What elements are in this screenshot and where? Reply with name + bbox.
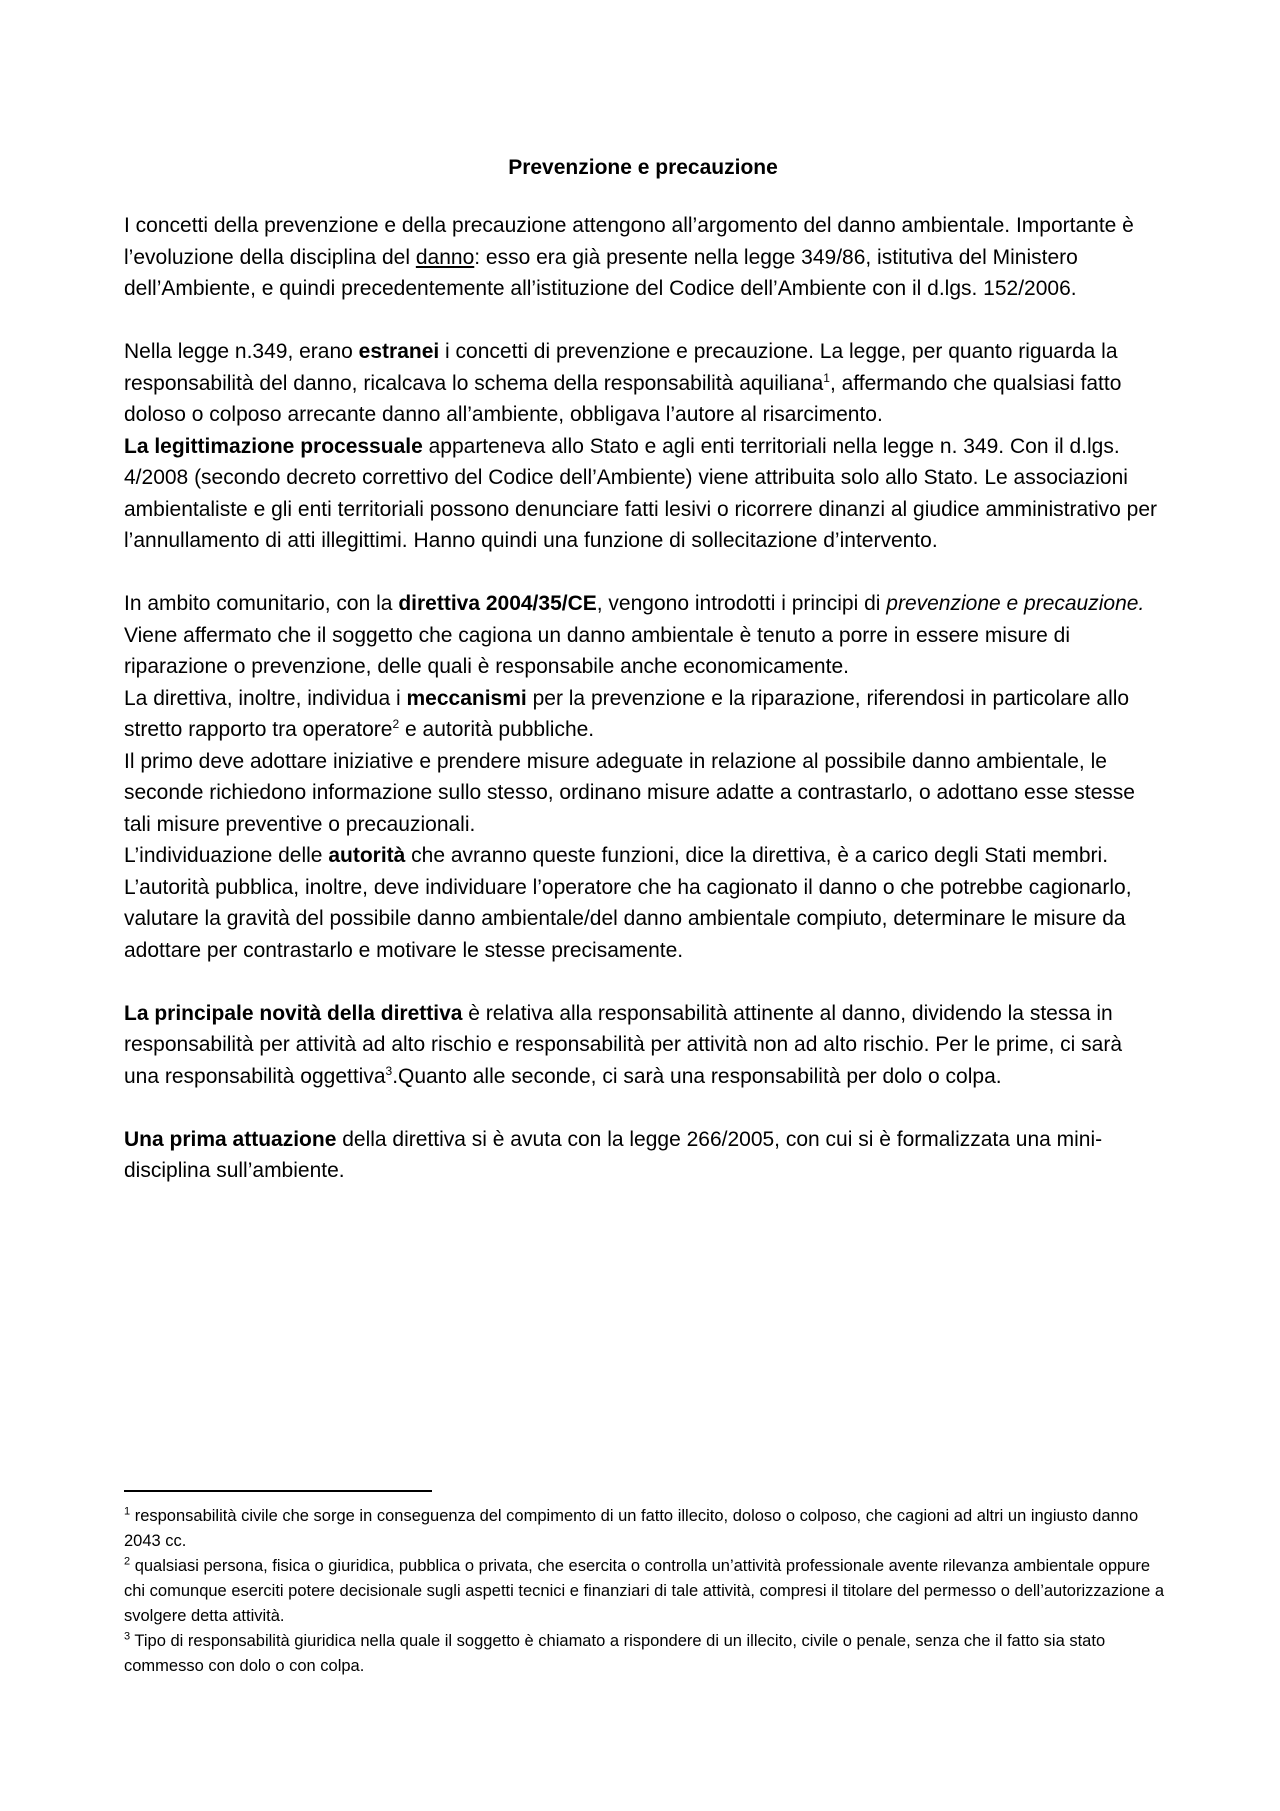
paragraph-intro — [124, 210, 1162, 305]
paragraph-primo: Il primo deve adottare iniziative e prendere misure adeguate in relazione al possibile danno ambientale, le seconde richiedono informazione sullo stesso, ordinano misure adatte a contrastarlo, o adottano esse stesse tali misure preventive o precauzionali. — [124, 749, 1135, 836]
p11-text: della direttiva si è avuta con la legge 266/2005, con cui si è formalizzata una mini-disciplina sull’ambiente. — [124, 1127, 1103, 1182]
p1-underlined-danno: danno — [415, 245, 475, 269]
footnote-ref-3: 3 — [385, 1063, 393, 1078]
p2-text-b: i concetti di prevenzione e precauzione. La legge, per quanto riguarda la responsabilità del danno, ricalcava lo schema della responsabilità aquiliana — [124, 340, 1118, 395]
p3-text: apparteneva allo Stato e agli enti territoriali nella legge n. 349. Con il d.lgs. 4/2008 (secondo decreto correttivo del Codice dell’Ambiente) viene attribuita solo allo Stato. Le associazioni ambientaliste e gli enti territoriali possono denunciare fatti lesivi o ricorrere dinanzi al giudice amministrativo per l’annullamento di atti illegittimi. Hanno quindi una funzione di sollecitazione d’intervento. — [124, 434, 1157, 552]
paragraph-soggetto: Viene affermato che il soggetto che cagiona un danno ambientale è tenuto a porre in essere misure di riparazione o prevenzione, delle quali è responsabile anche economicamente. — [124, 623, 1071, 678]
p1-text-b: : esso era già presente nella legge 349/86, istitutiva del Ministero dell’Ambiente, e quindi precedentemente all’istituzione del Codice dell’Ambiente con il d.lgs. 152/2006. — [124, 245, 1078, 300]
footnote-1-number: 1 — [124, 1505, 131, 1518]
paragraph-autorita-pubblica: L’autorità pubblica, inoltre, deve individuare l’operatore che ha cagionato il danno o che potrebbe cagionarlo, valutare la gravità del possibile danno ambientale/del danno ambientale compiuto, determinare le misure da adottare per contrastarlo e motivare le stesse precisamente. — [124, 875, 1132, 962]
footnote-2 — [124, 1554, 1169, 1629]
p8-text-b: che avranno queste funzioni, dice la direttiva, è a carico degli Stati membri. — [405, 844, 1109, 867]
paragraph-novita — [124, 998, 1162, 1093]
p10-text-a: è relativa alla responsabilità attinente al danno, dividendo la stessa in responsabilità per attività ad alto rischio e responsabilità per attività non ad alto rischio. Per le prime, ci sarà una responsabilità oggettiva — [124, 1001, 1123, 1088]
p6-text-b: per la prevenzione e la riparazione, riferendosi in particolare allo stretto rapporto tra operatore — [124, 686, 1130, 741]
p4-text-b: , vengono introdotti i principi di — [596, 592, 887, 615]
p8-bold-autorita: autorità — [328, 844, 406, 867]
footnote-separator — [124, 1490, 432, 1492]
p2-text-a: Nella legge n.349, erano — [124, 340, 359, 363]
p4-text-a: In ambito comunitario, con la — [124, 592, 399, 615]
p2-text-c: , affermando che qualsiasi fatto doloso o colposo arrecante danno all’ambiente, obbligava l’autore al risarcimento. — [124, 371, 1122, 426]
footnote-ref-1: 1 — [823, 370, 830, 385]
footnote-3-text: Tipo di responsabilità giuridica nella quale il soggetto è chiamato a rispondere di un illecito, civile o penale, senza che il fatto sia stato commesso con dolo o con colpa. — [124, 1632, 1106, 1675]
footnote-2-number: 2 — [124, 1555, 131, 1568]
p1-text-a: I concetti della prevenzione e della precauzione attengono all’argomento del danno ambientale. Importante è l’evoluzione della disciplina del — [124, 214, 1134, 269]
footnote-1-text: responsabilità civile che sorge in conseguenza del compimento di un fatto illecito, doloso o colposo, che cagioni ad altri un ingiusto danno 2043 cc. — [124, 1507, 1139, 1550]
footnote-1 — [124, 1504, 1169, 1554]
paragraph-autorita — [124, 840, 1162, 872]
footnote-2-text: qualsiasi persona, fisica o giuridica, pubblica o privata, che esercita o controlla un’attività professionale avente rilevanza ambientale oppure chi comunque eserciti potere decisionale sugli aspetti tecnici e finanziari di tale attività, compresi il titolare del permesso o dell’autorizzazione a svolgere detta attività. — [124, 1557, 1165, 1625]
p10-text-b: .Quanto alle seconde, ci sarà una responsabilità per dolo o colpa. — [392, 1064, 1002, 1088]
paragraph-legge-349 — [124, 336, 1162, 431]
paragraph-meccanismi — [124, 683, 1162, 746]
p8-text-a: L’individuazione delle — [124, 844, 329, 867]
paragraph-direttiva — [124, 588, 1162, 620]
p4-bold-direttiva: direttiva 2004/35/CE — [398, 592, 597, 615]
p6-text-a: La direttiva, inoltre, individua i — [124, 686, 407, 710]
paragraph-attuazione — [124, 1124, 1162, 1187]
p11-bold-heading: Una prima attuazione — [124, 1127, 337, 1151]
p10-bold-heading: La principale novità della direttiva — [124, 1001, 463, 1025]
paragraph-legittimazione — [124, 431, 1162, 557]
p4-italic-principi: prevenzione e precauzione. — [886, 592, 1145, 615]
p2-bold-estranei: estranei — [358, 340, 440, 363]
footnotes-section — [124, 1490, 1169, 1679]
p6-text-c: e autorità pubbliche. — [399, 718, 595, 741]
p6-bold-meccanismi: meccanismi — [406, 686, 527, 710]
footnote-3-number: 3 — [124, 1630, 131, 1643]
page-title: Prevenzione e precauzione — [508, 156, 778, 179]
p3-bold-heading: La legittimazione processuale — [124, 434, 423, 458]
document-body — [124, 152, 1162, 1187]
footnote-ref-2: 2 — [392, 717, 400, 731]
footnote-3 — [124, 1629, 1169, 1679]
